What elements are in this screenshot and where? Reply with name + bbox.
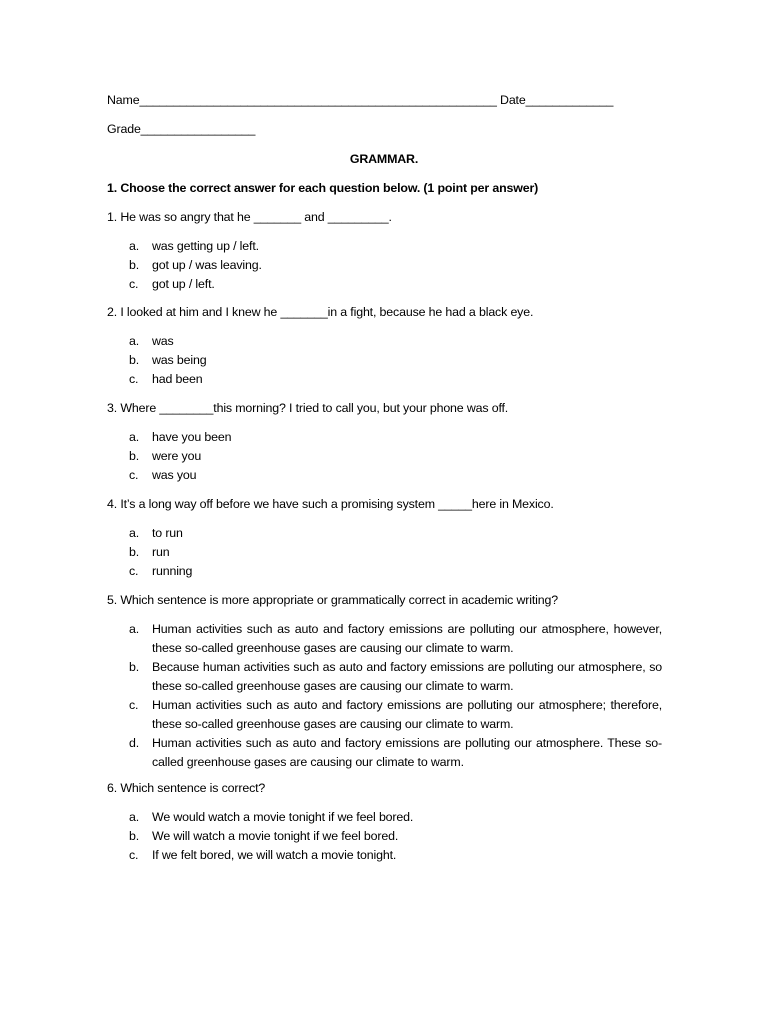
option-letter: a. [129, 430, 140, 444]
question-6 [107, 779, 667, 865]
option-letter: c. [129, 277, 139, 291]
option-letter: c. [129, 468, 139, 482]
question-text: 3. Where ________this morning? I tried to call you, but your phone was off. [107, 401, 509, 415]
option-text: had been [152, 372, 203, 386]
option-text: We would watch a movie tonight if we feel bored. [152, 810, 414, 824]
option-letter: b. [129, 545, 140, 559]
option-list [107, 428, 667, 485]
option-item [107, 447, 667, 466]
question-1 [107, 208, 667, 294]
option-item [107, 332, 667, 351]
option-text: was you [152, 468, 197, 482]
option-item [107, 543, 667, 562]
option-item [107, 827, 667, 846]
option-letter: a. [129, 239, 140, 253]
option-letter: b. [129, 353, 140, 367]
option-text: got up / left. [152, 277, 215, 291]
question-3 [107, 399, 667, 485]
option-item [107, 524, 667, 543]
option-item [107, 562, 667, 581]
option-text: run [152, 545, 170, 559]
option-letter: a. [129, 810, 140, 824]
question-text: 2. I looked at him and I knew he _______in a fight, because he had a black eye. [107, 305, 534, 319]
option-item [107, 370, 667, 389]
option-list [107, 524, 667, 581]
option-letter: b. [129, 829, 140, 843]
option-letter: a. [129, 334, 140, 348]
option-letter: b. [129, 449, 140, 463]
question-5 [107, 591, 667, 772]
option-text: Human activities such as auto and factory emissions are polluting our atmosphere, however, these so-called greenhouse gases are causing our climate to warm. [152, 622, 662, 655]
option-letter: c. [129, 564, 139, 578]
instructions: 1. Choose the correct answer for each question below. (1 point per answer) [107, 181, 539, 195]
option-item [107, 256, 667, 275]
option-item [107, 237, 667, 256]
option-letter: c. [129, 372, 139, 386]
name-date-line: Name_____________________________________________________ Date_____________ [107, 93, 614, 107]
option-letter: b. [129, 258, 140, 272]
option-letter: c. [129, 848, 139, 862]
option-text: were you [152, 449, 202, 463]
grade-line: Grade_________________ [107, 122, 256, 136]
option-item [107, 351, 667, 370]
option-text: Human activities such as auto and factory emissions are polluting our atmosphere; therefore, these so-called greenhouse gases are causing our climate to warm. [152, 698, 662, 731]
option-text: have you been [152, 430, 232, 444]
question-text: 5. Which sentence is more appropriate or grammatically correct in academic writing? [107, 593, 559, 607]
option-letter: d. [129, 736, 140, 750]
option-item [107, 466, 667, 485]
option-item [107, 275, 667, 294]
question-4 [107, 495, 667, 581]
option-list [107, 332, 667, 389]
option-text: Human activities such as auto and factory emissions are polluting our atmosphere. These so-called greenhouse gases are causing our climate to warm. [152, 736, 662, 769]
option-letter: c. [129, 698, 139, 712]
option-item [107, 734, 667, 772]
option-letter: a. [129, 526, 140, 540]
option-letter: a. [129, 622, 140, 636]
option-list [107, 808, 667, 865]
option-item [107, 846, 667, 865]
option-text: was being [152, 353, 207, 367]
option-item [107, 658, 667, 696]
option-text: Because human activities such as auto and factory emissions are polluting our atmosphere, so these so-called greenhouse gases are causing our climate to warm. [152, 660, 662, 693]
question-text: 6. Which sentence is correct? [107, 781, 266, 795]
option-list [107, 620, 667, 772]
option-item [107, 428, 667, 447]
option-item [107, 696, 667, 734]
option-text: got up / was leaving. [152, 258, 262, 272]
question-text: 4. It’s a long way off before we have such a promising system _____here in Mexico. [107, 497, 554, 511]
option-item [107, 808, 667, 827]
option-text: to run [152, 526, 183, 540]
option-text: If we felt bored, we will watch a movie tonight. [152, 848, 397, 862]
option-item [107, 620, 667, 658]
option-text: We will watch a movie tonight if we feel bored. [152, 829, 399, 843]
option-letter: b. [129, 660, 140, 674]
option-text: was getting up / left. [152, 239, 259, 253]
question-text: 1. He was so angry that he _______ and _________. [107, 210, 392, 224]
option-list [107, 237, 667, 294]
page-title: GRAMMAR. [349, 152, 419, 166]
option-text: running [152, 564, 193, 578]
question-2 [107, 303, 667, 389]
option-text: was [152, 334, 174, 348]
